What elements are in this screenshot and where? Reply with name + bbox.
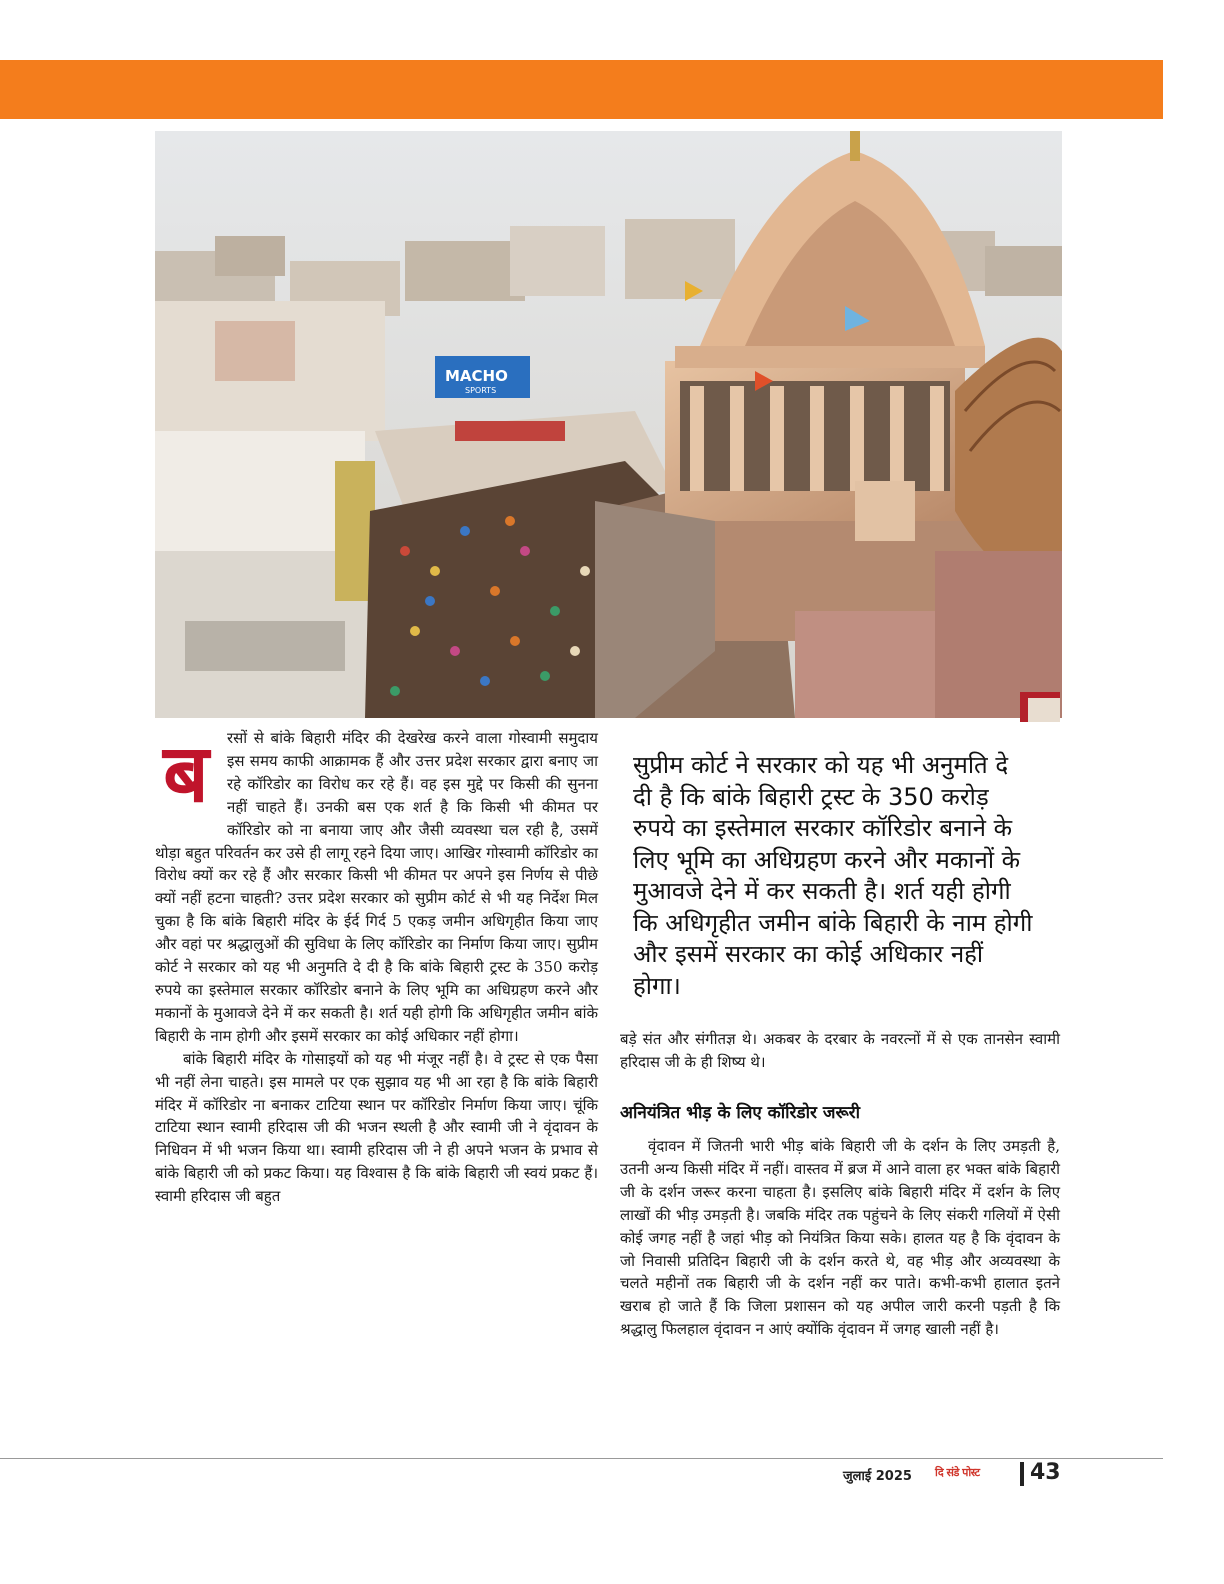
article-paragraph: रसों से बांके बिहारी मंदिर की देखरेख करने वाला गोस्वामी समुदाय इस समय काफी आक्रामक हैं और उत्तर प्रदेश सरकार द्वारा बनाए जा रहे कॉरिडोर का विरोध कर रहे हैं। वह इस मुद्दे पर किसी की सुनना नहीं चाहते हैं। उनकी बस एक शर्त है कि किसी भी कीमत पर कॉरिडोर को ना बनाया जाए और जैसी व्यवस्था चल रही है, उसमें थोड़ा बहुत परिवर्तन कर उसे ही लागू रहने दिया जाए। आखिर गोस्वामी कॉरिडोर का विरोध क्यों कर रहे हैं और सरकार किसी भी कीमत पर अपने इस निर्णय से पीछे क्यों नहीं हटना चाहती? उत्तर प्रदेश सरकार को सुप्रीम कोर्ट से भी यह निर्देश मिल चुका है कि बांके बिहारी मंदिर के ईर्द गिर्द 5 एकड़ जमीन अधिगृहीत किया जाए और वहां पर श्रद्धालुओं की सुविधा के लिए कॉरिडोर का निर्माण किया जाए। सुप्रीम कोर्ट ने सरकार को यह भी अनुमति दे दी है कि बांके बिहारी ट्रस्ट के 350 करोड़ रुपये का इस्तेमाल सरकार कॉरिडोर बनाने के लिए भूमि का अधिग्रहण करने और मकानों के मुआवजे देने में कर सकती है। शर्त यही होगी कि अधिगृहीत जमीन बांके बिहारी के नाम होगी और इसमें सरकार का कोई अधिकार नहीं होगा। xyxy=(155,729,598,1045)
header-color-band xyxy=(0,60,1163,119)
article-paragraph: बड़े संत और संगीतज्ञ थे। अकबर के दरबार के नवरत्नों में से एक तानसेन स्वामी हरिदास जी के ही शिष्य थे। xyxy=(620,1030,1060,1071)
footer-date: जुलाई 2025 xyxy=(843,1469,912,1484)
article-right-continuation xyxy=(620,1028,1060,1074)
billboard-subtext: SPORTS xyxy=(465,386,497,395)
article-paragraph: वृंदावन में जितनी भारी भीड़ बांके बिहारी जी के दर्शन के लिए उमड़ती है, उतनी अन्य किसी मंदिर में नहीं। वास्तव में ब्रज में आने वाला हर भक्त बांके बिहारी जी के दर्शन जरूर करना चाहता है। इसलिए बांके बिहारी मंदिर में दर्शन के लिए लाखों की भीड़ उमड़ती है। जबकि मंदिर तक पहुंचने के लिए संकरी गलियों में ऐसी कोई जगह नहीं है जहां भीड़ को नियंत्रित किया सके। हालत यह है कि वृंदावन के जो निवासी प्रतिदिन बिहारी जी के दर्शन करते थे, वह भीड़ और अव्यवस्था के चलते महीनों तक बिहारी जी के दर्शन नहीं कर पाते। कभी-कभी हालात इतने खराब हो जाते हैं कि जिला प्रशासन को यह अपील जारी करनी पड़ती है कि श्रद्धालु फिलहाल वृंदावन न आएं क्योंकि वृंदावन में जगह खाली नहीं है। xyxy=(620,1137,1060,1339)
magazine-logo: दि संडे पोस्ट xyxy=(935,1466,980,1479)
article-left-column xyxy=(155,727,598,1208)
footer-rule xyxy=(0,1458,1163,1459)
article-right-column xyxy=(620,1135,1060,1341)
article-photo xyxy=(155,131,1062,718)
footer-divider xyxy=(1020,1462,1024,1486)
photo-corner-accent xyxy=(1020,692,1060,722)
drop-cap: ब xyxy=(163,726,209,820)
page-number: 43 xyxy=(1030,1460,1061,1485)
billboard xyxy=(435,356,530,398)
section-subheading: अनियंत्रित भीड़ के लिए कॉरिडोर जरूरी xyxy=(620,1103,861,1123)
left-buildings xyxy=(155,301,385,718)
article-paragraph: बांके बिहारी मंदिर के गोसाइयों को यह भी मंजूर नहीं है। वे ट्रस्ट से एक पैसा भी नहीं लेना चाहते। इस मामले पर एक सुझाव यह भी आ रहा है कि बांके बिहारी मंदिर में कॉरिडोर ना बनाकर टाटिया स्थान पर कॉरिडोर निर्माण किया जाए। चूंकि टाटिया स्थान स्वामी हरिदास जी की भजन स्थली है और स्वामी जी ने वृंदावन के निधिवन में भी भजन किया था। स्वामी हरिदास जी ने ही अपने भजन के प्रभाव से बांके बिहारी जी को प्रकट किया। यह विश्वास है कि बांके बिहारी जी स्वयं प्रकट हैं। स्वामी हरिदास जी बहुत xyxy=(155,1049,598,1206)
pull-quote: सुप्रीम कोर्ट ने सरकार को यह भी अनुमति दे दी है कि बांके बिहारी ट्रस्ट के 350 करोड़ रुपये का इस्तेमाल सरकार कॉरिडोर बनाने के लिए भूमि का अधिग्रहण करने और मकानों के मुआवजे देने में कर सकती है। शर्त यही होगी कि अधिगृहीत जमीन बांके बिहारी के नाम होगी और इसमें सरकार का कोई अधिकार नहीं होगा। xyxy=(633,751,1033,1000)
billboard-text: MACHO xyxy=(445,367,508,385)
